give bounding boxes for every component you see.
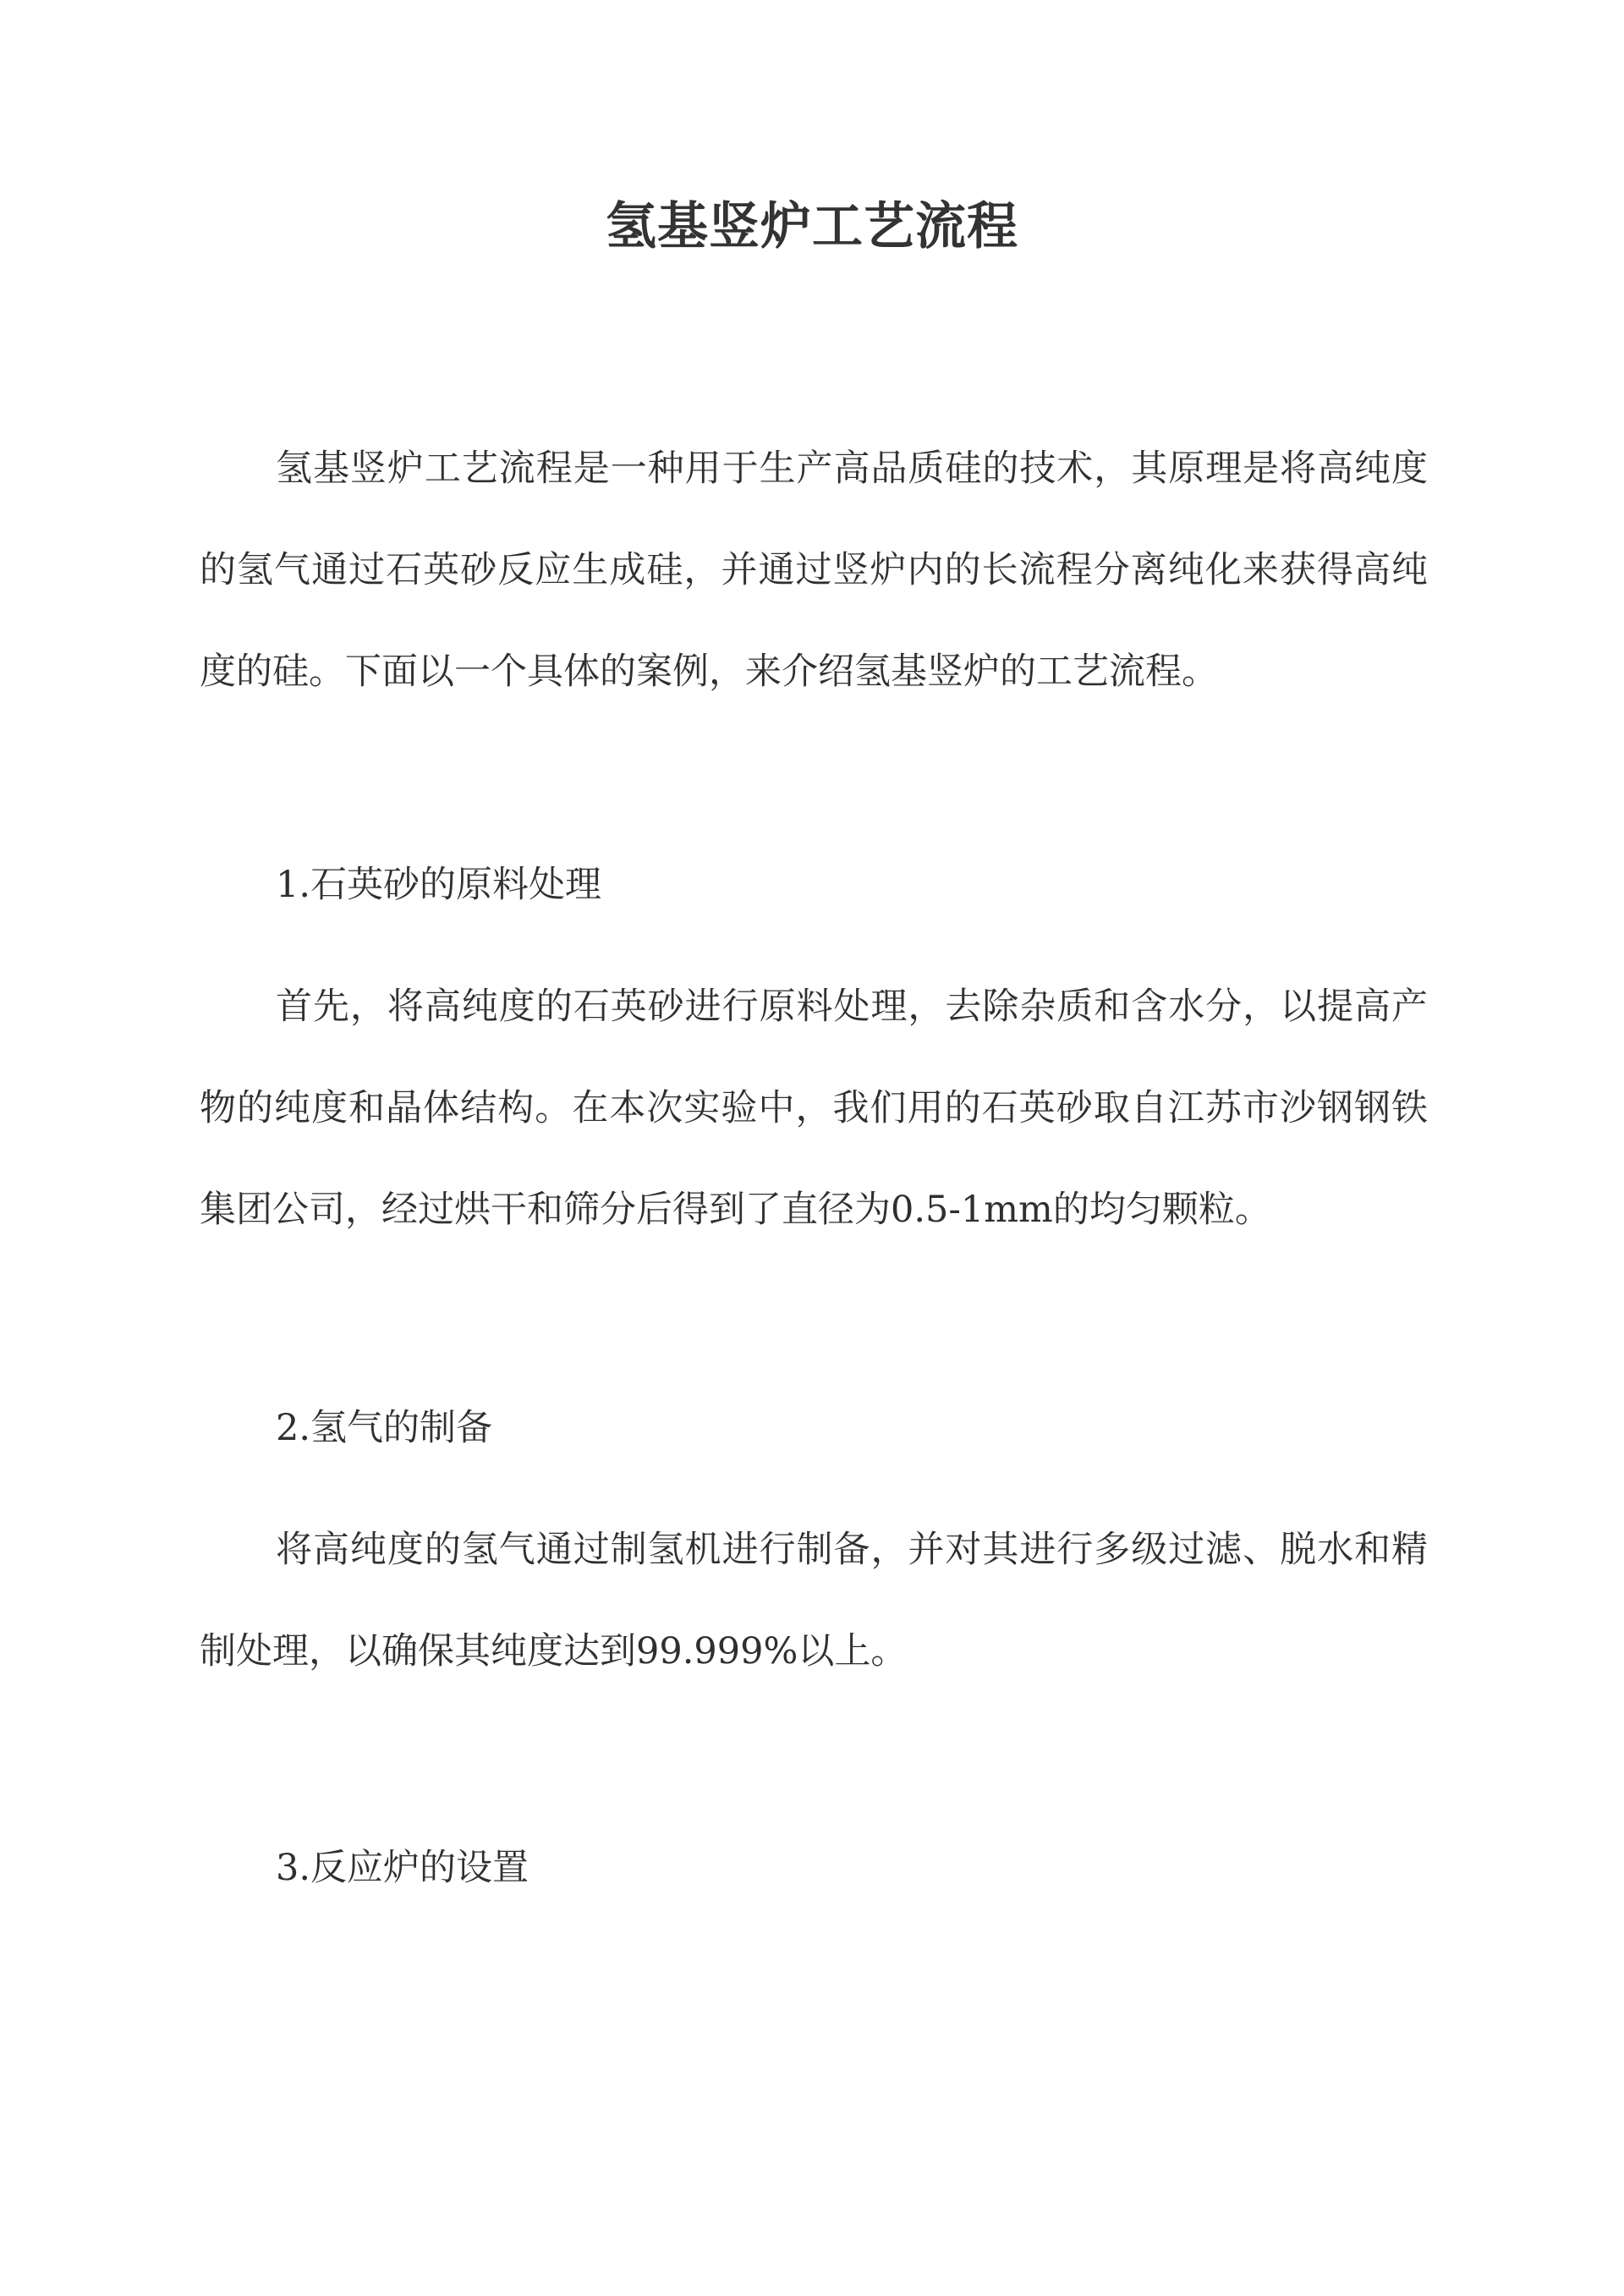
document-title: 氢基竖炉工艺流程 <box>606 197 1018 256</box>
intro-paragraph: 氢基竖炉工艺流程是一种用于生产高品质硅的技术，其原理是将高纯度的氢气通过石英砂反应生成硅，并通过竖炉内的长流程分离纯化来获得高纯度的硅。下面以一个具体的案例，来介绍氢基竖炉的工艺流程。 <box>200 448 1428 693</box>
section-heading-1: 1.石英砂的原料处理 <box>276 864 602 906</box>
section-heading-2: 2.氢气的制备 <box>276 1407 493 1449</box>
section-heading-3: 3.反应炉的设置 <box>276 1847 529 1889</box>
section-body-2: 将高纯度的氢气通过制氢机进行制备，并对其进行多级过滤、脱水和精制处理，以确保其纯度达到99.999%以上。 <box>200 1529 1428 1673</box>
section-body-1: 首先，将高纯度的石英砂进行原料处理，去除杂质和含水分，以提高产物的纯度和晶体结构。在本次实验中，我们用的石英砂取自江苏市沙钢钢铁集团公司，经过烘干和筛分后得到了直径为0.5-1mm的均匀颗粒。 <box>200 986 1428 1231</box>
